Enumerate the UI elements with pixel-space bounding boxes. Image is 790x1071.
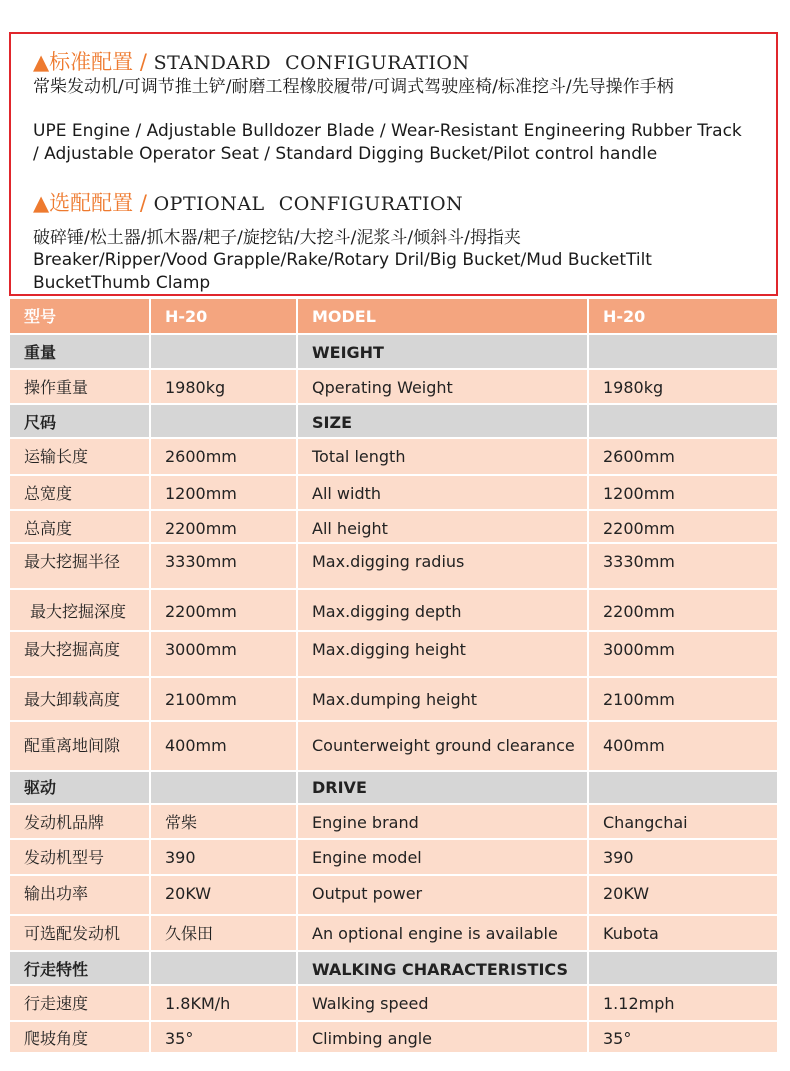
table-cell-text: 运输长度 xyxy=(24,447,89,466)
table-row xyxy=(10,590,777,632)
table-cell-text: 1980kg xyxy=(165,378,226,397)
table-cell-text: Changchai xyxy=(603,813,688,832)
table-cell xyxy=(149,476,296,509)
standard-config-text-cn: 常柴发动机/可调节推土铲/耐磨工程橡胶履带/可调式驾驶座椅/标准挖斗/先导操作手柄 xyxy=(33,77,674,97)
table-cell xyxy=(149,511,296,542)
table-cell-text: Max.dumping height xyxy=(312,690,478,709)
table-cell xyxy=(296,511,587,542)
table-cell-text: 总宽度 xyxy=(24,484,73,503)
table-cell-text: Counterweight ground clearance xyxy=(312,736,575,755)
table-cell xyxy=(296,805,587,838)
table-cell xyxy=(587,405,777,437)
table-cell xyxy=(587,722,777,770)
table-cell xyxy=(149,1022,296,1052)
table-row xyxy=(10,439,777,476)
standard-config-title-en: STANDARD xyxy=(153,52,272,74)
table-cell-text: Engine brand xyxy=(312,813,419,832)
table-cell xyxy=(10,876,149,914)
table-cell-text: 20KW xyxy=(603,884,650,903)
table-cell xyxy=(10,405,149,437)
table-cell-text: 3330mm xyxy=(603,552,675,571)
table-cell xyxy=(149,632,296,676)
table-cell xyxy=(587,916,777,950)
table-cell-text: 可选配发动机 xyxy=(24,924,121,943)
table-cell xyxy=(296,1022,587,1052)
table-cell xyxy=(587,986,777,1020)
table-cell-text: 最大挖掘高度 xyxy=(24,640,121,659)
table-cell xyxy=(587,476,777,509)
standard-config-heading xyxy=(33,50,470,75)
table-cell-text: 常柴 xyxy=(165,813,198,832)
table-cell xyxy=(587,511,777,542)
table-cell-text: Kubota xyxy=(603,924,659,943)
table-cell xyxy=(149,299,296,333)
table-cell-text: Max.digging radius xyxy=(312,552,465,571)
table-cell xyxy=(587,772,777,803)
table-cell-text: MODEL xyxy=(312,307,376,326)
table-cell xyxy=(10,952,149,984)
table-row xyxy=(10,511,777,544)
table-cell-text: All height xyxy=(312,519,388,538)
table-cell xyxy=(10,511,149,542)
table-cell-text: 1980kg xyxy=(603,378,664,397)
table-cell-text: 操作重量 xyxy=(24,378,89,397)
table-row xyxy=(10,370,777,405)
table-cell-text: 400mm xyxy=(165,736,227,755)
table-cell-text: 3000mm xyxy=(165,640,237,659)
optional-config-text-en: Breaker/Ripper/Vood Grapple/Rake/Rotary Dril/Big Bucket/Mud BucketTilt BucketThumb Clamp xyxy=(33,250,652,293)
table-cell xyxy=(149,722,296,770)
table-cell xyxy=(149,678,296,720)
table-cell-text: 1200mm xyxy=(603,484,675,503)
table-cell-text: 2200mm xyxy=(603,602,675,621)
table-cell-text: 3000mm xyxy=(603,640,675,659)
table-row xyxy=(10,876,777,916)
table-cell xyxy=(587,590,777,630)
table-cell-text: Walking speed xyxy=(312,994,429,1013)
table-cell xyxy=(10,1022,149,1052)
table-row xyxy=(10,632,777,678)
table-cell xyxy=(296,439,587,474)
table-cell-text: 2200mm xyxy=(165,602,237,621)
standard-config-text-en: UPE Engine / Adjustable Bulldozer Blade / Wear-Resistant Engineering Rubber Track / Adjustable Operator Seat / Standard Digging Bucket/Pilot control handle xyxy=(33,121,742,164)
table-cell xyxy=(296,476,587,509)
table-cell xyxy=(10,439,149,474)
table-cell-text: 3330mm xyxy=(165,552,237,571)
table-cell-text: 20KW xyxy=(165,884,212,903)
table-cell-text: 最大挖掘深度 xyxy=(30,602,127,621)
table-cell-text: Qperating Weight xyxy=(312,378,453,397)
table-cell xyxy=(587,678,777,720)
table-cell xyxy=(587,544,777,588)
table-cell xyxy=(10,916,149,950)
table-row xyxy=(10,544,777,590)
table-cell xyxy=(10,632,149,676)
table-cell xyxy=(296,544,587,588)
table-cell-text: 2200mm xyxy=(165,519,237,538)
table-cell xyxy=(149,876,296,914)
table-cell xyxy=(10,335,149,368)
table-cell xyxy=(10,986,149,1020)
optional-config-title-en: OPTIONAL xyxy=(153,193,265,215)
table-cell-text: 390 xyxy=(603,848,634,867)
table-cell xyxy=(587,876,777,914)
table-cell xyxy=(10,370,149,403)
table-cell-text: 发动机型号 xyxy=(24,848,105,867)
table-cell xyxy=(149,590,296,630)
table-cell xyxy=(296,722,587,770)
table-cell xyxy=(10,722,149,770)
table-cell xyxy=(149,952,296,984)
table-row xyxy=(10,722,777,772)
table-cell-text: 输出功率 xyxy=(24,884,89,903)
table-section-row xyxy=(10,952,777,986)
spec-table xyxy=(10,299,777,1054)
table-row xyxy=(10,986,777,1022)
table-cell-text: 最大卸载高度 xyxy=(24,690,121,709)
table-cell-text: 35° xyxy=(603,1029,632,1048)
table-cell-text: H-20 xyxy=(603,307,646,326)
table-cell xyxy=(10,476,149,509)
table-cell xyxy=(10,299,149,333)
table-cell-text: 最大挖掘半径 xyxy=(24,552,121,571)
table-cell xyxy=(587,805,777,838)
table-cell-text: 配重离地间隙 xyxy=(24,736,121,755)
table-cell xyxy=(296,299,587,333)
table-cell-text: 35° xyxy=(165,1029,194,1048)
table-cell-text: 重量 xyxy=(24,343,57,362)
table-cell-text: Max.digging height xyxy=(312,640,466,659)
table-cell xyxy=(149,405,296,437)
table-cell xyxy=(10,840,149,874)
table-cell xyxy=(587,370,777,403)
table-row xyxy=(10,916,777,952)
optional-config-text-cn: 破碎锤/松土器/抓木器/耙子/旋挖钻/大挖斗/泥浆斗/倾斜斗/拇指夹 xyxy=(33,228,521,248)
table-cell-text: 2600mm xyxy=(603,447,675,466)
table-cell xyxy=(296,405,587,437)
table-cell-text: 1.8KM/h xyxy=(165,994,231,1013)
table-cell xyxy=(296,772,587,803)
table-cell xyxy=(296,916,587,950)
table-cell xyxy=(587,439,777,474)
table-cell xyxy=(296,678,587,720)
table-section-row xyxy=(10,772,777,805)
table-cell xyxy=(149,986,296,1020)
table-cell-text: H-20 xyxy=(165,307,208,326)
table-cell xyxy=(587,840,777,874)
table-cell xyxy=(149,370,296,403)
table-cell xyxy=(587,952,777,984)
table-cell xyxy=(587,632,777,676)
table-cell-text: 久保田 xyxy=(165,924,214,943)
table-section-row xyxy=(10,405,777,439)
table-row xyxy=(10,1022,777,1054)
table-cell xyxy=(10,805,149,838)
table-cell-text: 驱动 xyxy=(24,778,57,797)
table-cell xyxy=(149,840,296,874)
table-cell xyxy=(149,805,296,838)
table-cell xyxy=(10,590,149,630)
table-cell-text: 总高度 xyxy=(24,519,73,538)
table-row xyxy=(10,840,777,876)
table-row xyxy=(10,805,777,840)
standard-config-title-en-2: CONFIGURATION xyxy=(285,52,470,74)
table-cell-text: Engine model xyxy=(312,848,422,867)
table-cell-text: 2100mm xyxy=(603,690,675,709)
table-cell-text: SIZE xyxy=(312,413,353,432)
table-cell-text: Output power xyxy=(312,884,423,903)
table-cell xyxy=(10,544,149,588)
table-cell xyxy=(10,772,149,803)
table-cell xyxy=(296,876,587,914)
table-row xyxy=(10,476,777,511)
table-cell xyxy=(296,335,587,368)
table-section-row xyxy=(10,335,777,370)
table-cell-text: 1200mm xyxy=(165,484,237,503)
table-cell-text: 型号 xyxy=(24,307,57,326)
table-cell xyxy=(296,590,587,630)
table-cell xyxy=(587,335,777,368)
table-cell-text: 爬坡角度 xyxy=(24,1029,89,1048)
table-cell xyxy=(149,916,296,950)
table-cell-text: 发动机品牌 xyxy=(24,813,105,832)
table-cell-text: All width xyxy=(312,484,382,503)
table-cell-text: 400mm xyxy=(603,736,665,755)
table-cell-text: 2600mm xyxy=(165,447,237,466)
table-cell-text: Total length xyxy=(312,447,406,466)
table-cell xyxy=(587,299,777,333)
table-cell-text: 2100mm xyxy=(165,690,237,709)
table-cell xyxy=(296,370,587,403)
table-header-row xyxy=(10,299,777,335)
standard-config-title-cn: ▲标准配置 / xyxy=(33,50,147,74)
table-cell xyxy=(587,1022,777,1052)
table-cell-text: 行走特性 xyxy=(24,960,89,979)
table-cell xyxy=(296,632,587,676)
table-cell xyxy=(149,772,296,803)
table-cell-text: 2200mm xyxy=(603,519,675,538)
table-cell-text: DRIVE xyxy=(312,778,367,797)
table-cell-text: An optional engine is available xyxy=(312,924,558,943)
optional-config-title-cn: ▲选配配置 / xyxy=(33,191,147,215)
table-cell-text: 1.12mph xyxy=(603,994,675,1013)
table-cell xyxy=(296,986,587,1020)
table-cell-text: 390 xyxy=(165,848,196,867)
table-cell xyxy=(149,439,296,474)
table-cell-text: Max.digging depth xyxy=(312,602,462,621)
table-cell xyxy=(10,678,149,720)
table-cell xyxy=(296,952,587,984)
optional-config-heading xyxy=(33,191,463,216)
table-cell-text: WALKING CHARACTERISTICS xyxy=(312,960,568,979)
table-cell-text: 尺码 xyxy=(24,413,57,432)
optional-config-title-en-2: CONFIGURATION xyxy=(278,193,464,215)
table-row xyxy=(10,678,777,722)
table-cell-text: WEIGHT xyxy=(312,343,384,362)
table-cell xyxy=(296,840,587,874)
table-cell-text: Climbing angle xyxy=(312,1029,433,1048)
table-cell xyxy=(149,544,296,588)
table-cell xyxy=(149,335,296,368)
table-cell-text: 行走速度 xyxy=(24,994,89,1013)
